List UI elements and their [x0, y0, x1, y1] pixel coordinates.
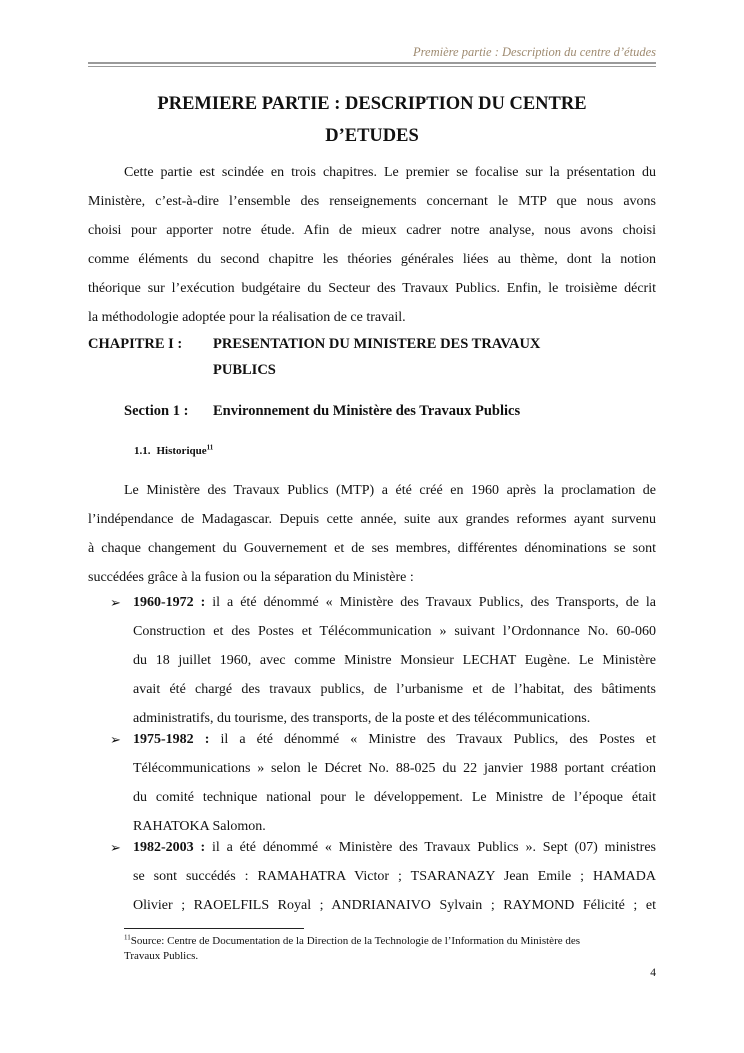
intro-line: Ministère, c’est-à-dire l’ensemble des renseignements concernant le MTP que nous avons [88, 194, 656, 209]
bullet-text: il a été dénommé « Ministère des Travaux Publics, des Transports, de la [212, 595, 657, 610]
chapter-title [213, 331, 540, 383]
footnote-number: 11 [124, 933, 131, 942]
part-title-line-2: D’ETUDES [325, 126, 419, 146]
footnote-rule [124, 928, 304, 929]
intro-paragraph [88, 158, 656, 332]
bullet-line: avait été chargé des travaux publics, de l’urbanisme et de l’habitat, des bâtiments [133, 682, 656, 697]
section-label: Section 1 : [124, 403, 189, 419]
subsection-number: 1.1. [134, 445, 151, 457]
history-line: l’indépendance de Madagascar. Depuis cette année, suite aux grandes reformes ayant survenu [88, 512, 656, 527]
arrow-bullet-icon: ➢ [110, 840, 121, 855]
bullet-line: administratifs, du tourisme, des transports, de la poste et des télécommunications. [133, 711, 591, 726]
history-bullet-item [133, 725, 656, 841]
footnote-line-2: Travaux Publics. [124, 950, 199, 962]
history-bullet-item [133, 588, 656, 733]
bullet-line: RAHATOKA Salomon. [133, 819, 266, 834]
bullet-line: Olivier ; RAOELFILS Royal ; ANDRIANAIVO Sylvain ; RAYMOND Félicité ; et [133, 898, 656, 913]
part-title-line-1: PREMIERE PARTIE : DESCRIPTION DU CENTRE [157, 94, 587, 114]
page-number: 4 [650, 967, 656, 979]
subsection-heading [134, 441, 213, 461]
bullet-line: Construction et des Postes et Télécommunication » suivant l’Ordonnance No. 60-060 [133, 624, 656, 639]
bullet-line: du comité technique national pour le développement. Le Ministre de l’époque était [133, 790, 656, 805]
history-line: Le Ministère des Travaux Publics (MTP) a été créé en 1960 après la proclamation de [124, 483, 656, 498]
intro-line: Cette partie est scindée en trois chapitres. Le premier se focalise sur la présentation du [124, 165, 656, 180]
intro-line: théorique sur l’exécution budgétaire du Secteur des Travaux Publics. Enfin, le troisième décrit [88, 281, 656, 296]
intro-line: comme éléments du second chapitre les théories générales liées au thème, dont la notion [88, 252, 656, 267]
history-paragraph [88, 476, 656, 592]
header-rule-thin [88, 66, 656, 67]
chapter-title-line-1: PRESENTATION DU MINISTERE DES TRAVAUX [213, 336, 541, 352]
bullet-text: il a été dénommé « Ministre des Travaux Publics, des Postes et [220, 732, 657, 747]
section-title: Environnement du Ministère des Travaux Publics [213, 403, 521, 419]
part-title [88, 88, 656, 152]
section-heading [124, 400, 521, 422]
bullet-line: se sont succédés : RAMAHATRA Victor ; TSARANAZY Jean Emile ; HAMADA [133, 869, 656, 884]
footnote-line-1 [124, 934, 656, 949]
arrow-bullet-icon: ➢ [110, 595, 121, 610]
bullet-first-line [133, 588, 656, 617]
intro-line: choisi pour apporter notre étude. Afin de mieux cadrer notre analyse, nous avons choisi [88, 223, 656, 238]
bullet-first-line [133, 833, 656, 862]
bullet-period: 1982-2003 : [133, 840, 206, 855]
bullet-text: il a été dénommé « Ministère des Travaux Publics ». Sept (07) ministres [212, 840, 657, 855]
footnote [124, 934, 656, 964]
arrow-bullet-icon: ➢ [110, 732, 121, 747]
history-line: à chaque changement du Gouvernement et de ses membres, différentes dénominations se sont [88, 541, 656, 556]
history-bullet-item [133, 833, 656, 920]
running-header: Première partie : Description du centre d’études [413, 45, 656, 59]
bullet-period: 1975-1982 : [133, 732, 210, 747]
footnote-reference: 11 [206, 443, 214, 452]
header-rule [88, 62, 656, 64]
intro-line: la méthodologie adoptée pour la réalisation de ce travail. [88, 310, 406, 325]
footnote-text: Source: Centre de Documentation de la Direction de la Technologie de l’Information du Ministère des [130, 935, 581, 947]
bullet-line: Télécommunications » selon le Décret No. 88-025 du 22 janvier 1988 portant création [133, 761, 656, 776]
chapter-label: CHAPITRE I : [88, 336, 183, 352]
subsection-title: Historique [156, 445, 207, 457]
bullet-period: 1960-1972 : [133, 595, 206, 610]
bullet-first-line [133, 725, 656, 754]
chapter-title-line-2: PUBLICS [213, 362, 276, 378]
bullet-line: du 18 juillet 1960, avec comme Ministre Monsieur LECHAT Eugène. Le Ministère [133, 653, 656, 668]
history-line: succédées grâce à la fusion ou la séparation du Ministère : [88, 570, 414, 585]
